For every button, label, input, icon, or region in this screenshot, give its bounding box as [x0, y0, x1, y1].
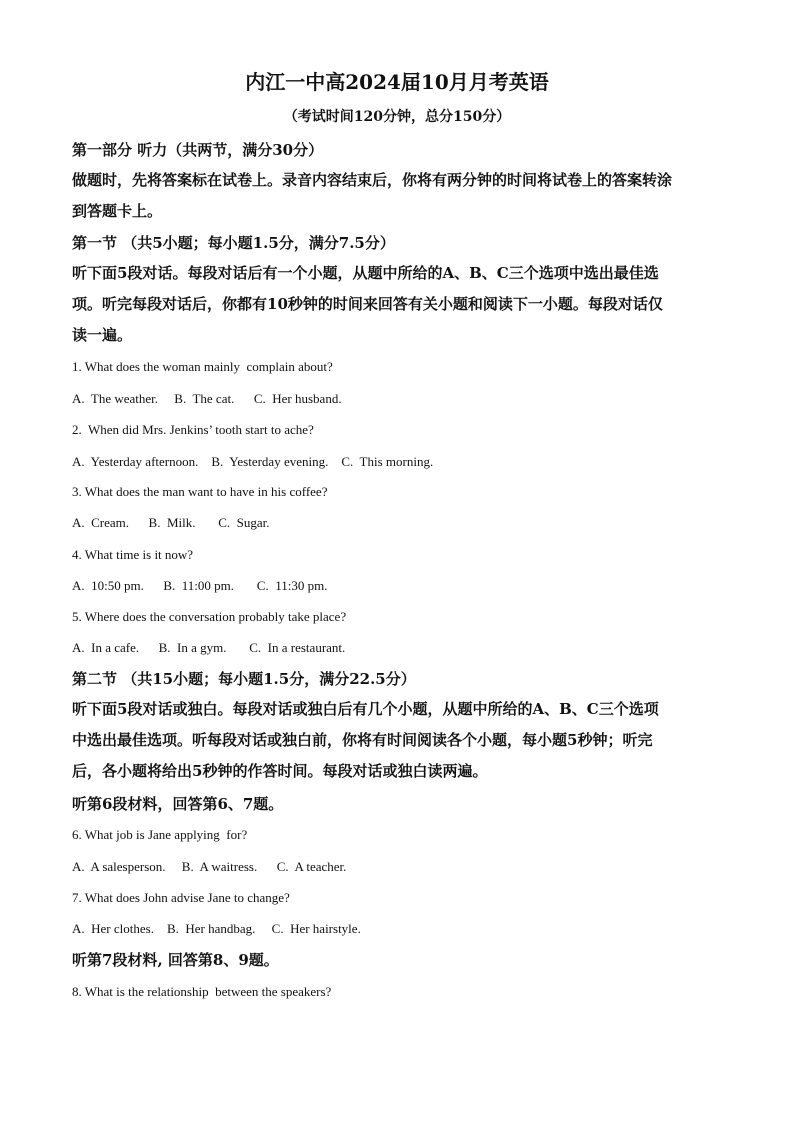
instruction-line: 做题时，先将答案标在试卷上。录音内容结束后，你将有两分钟的时间将试卷上的答案转涂	[72, 171, 673, 189]
question-5-stem: 5. Where does the conversation probably take place?	[72, 609, 347, 624]
question-2-options: A. Yesterday afternoon. B. Yesterday evening. C. This morning.	[72, 454, 434, 469]
section2-instructions	[72, 694, 724, 787]
question-6-stem: 6. What job is Jane applying for?	[72, 827, 248, 842]
instruction-line: 到答题卡上。	[72, 202, 163, 220]
question-4-stem: 4. What time is it now?	[72, 547, 194, 562]
question-1-stem: 1. What does the woman mainly complain about?	[72, 359, 333, 374]
instruction-line: 中选出最佳选项。听每段对话或独白前，你将有时间阅读各个小题，每小题5秒钟；听完	[72, 731, 653, 749]
section2-heading: 第二节 （共15小题；每小题1.5分，满分22.5分）	[72, 670, 416, 688]
question-2-stem: 2. When did Mrs. Jenkins’ tooth start to ache?	[72, 422, 314, 437]
question-3-options: A. Cream. B. Milk. C. Sugar.	[72, 515, 270, 530]
exam-subtitle: （考试时间120分钟，总分150分）	[283, 109, 511, 125]
exam-title: 内江一中高2024届10月月考英语	[245, 70, 549, 94]
question-7-options: A. Her clothes. B. Her handbag. C. Her hairstyle.	[72, 921, 361, 936]
question-8-stem: 8. What is the relationship between the speakers?	[72, 984, 332, 999]
part1-heading: 第一部分 听力（共两节，满分30分）	[72, 141, 324, 159]
question-7-stem: 7. What does John advise Jane to change?	[72, 890, 290, 905]
instruction-line: 后，各小题将给出5秒钟的作答时间。每段对话或独白读两遍。	[72, 762, 488, 780]
instruction-line: 项。听完每段对话后，你都有10秒钟的时间来回答有关小题和阅读下一小题。每段对话仅	[72, 295, 663, 313]
question-6-options: A. A salesperson. B. A waitress. C. A teacher.	[72, 859, 347, 874]
section1-heading: 第一节 （共5小题；每小题1.5分，满分7.5分）	[72, 234, 395, 252]
question-3-stem: 3. What does the man want to have in his coffee?	[72, 484, 328, 499]
instruction-line: 听下面5段对话。每段对话后有一个小题，从题中所给的A、B、C三个选项中选出最佳选	[72, 264, 659, 282]
part1-instructions	[72, 165, 724, 227]
instruction-line: 听下面5段对话或独白。每段对话或独白后有几个小题，从题中所给的A、B、C三个选项	[72, 700, 659, 718]
question-1-options: A. The weather. B. The cat. C. Her husband.	[72, 391, 342, 406]
question-4-options: A. 10:50 pm. B. 11:00 pm. C. 11:30 pm.	[72, 578, 328, 593]
question-5-options: A. In a cafe. B. In a gym. C. In a restaurant.	[72, 640, 346, 655]
group7-heading: 听第7段材料, 回答第8、9题。	[72, 951, 279, 969]
group6-heading: 听第6段材料，回答第6、7题。	[72, 795, 284, 813]
instruction-line: 读一遍。	[72, 326, 133, 344]
section1-instructions	[72, 258, 724, 351]
